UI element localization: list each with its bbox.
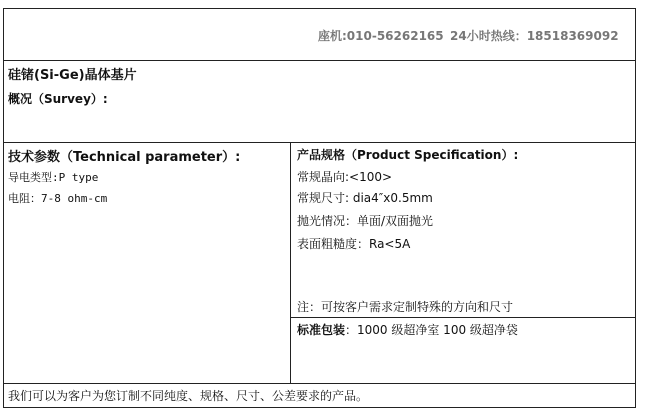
phone-line: 座机:010-56262165 [318,29,444,43]
resistivity: 电阻：7-8 ohm-cm [8,192,108,205]
technical-heading: 技术参数（Technical parameter）: [8,150,241,165]
product-title: 硅锗(Si-Ge)晶体基片 [8,68,137,83]
packaging-value: ：1000 级超净室 100 级超净袋 [345,323,518,337]
spec-heading: 产品规格（Product Specification）: [297,148,519,162]
custom-note: 我们可以为客户为您订制不同纯度、规格、尺寸、公差要求的产品。 [8,389,369,403]
conductivity-type: 导电类型:P type [8,171,99,184]
hotline: 24小时热线：18518369092 [450,29,619,43]
size: 常规尺寸: dia4″x0.5mm [297,191,433,205]
roughness: 表面粗糙度：Ra<5A [297,237,411,251]
overview-label: 概况（Survey）: [8,92,108,106]
polish: 抛光情况：单面/双面抛光 [297,214,434,228]
packaging [297,321,518,338]
orientation: 常规晶向:<100> [297,170,393,184]
custom-size-note: 注：可按客户需求定制特殊的方向和尺寸 [297,300,514,314]
packaging-label: 标准包装 [297,323,346,337]
